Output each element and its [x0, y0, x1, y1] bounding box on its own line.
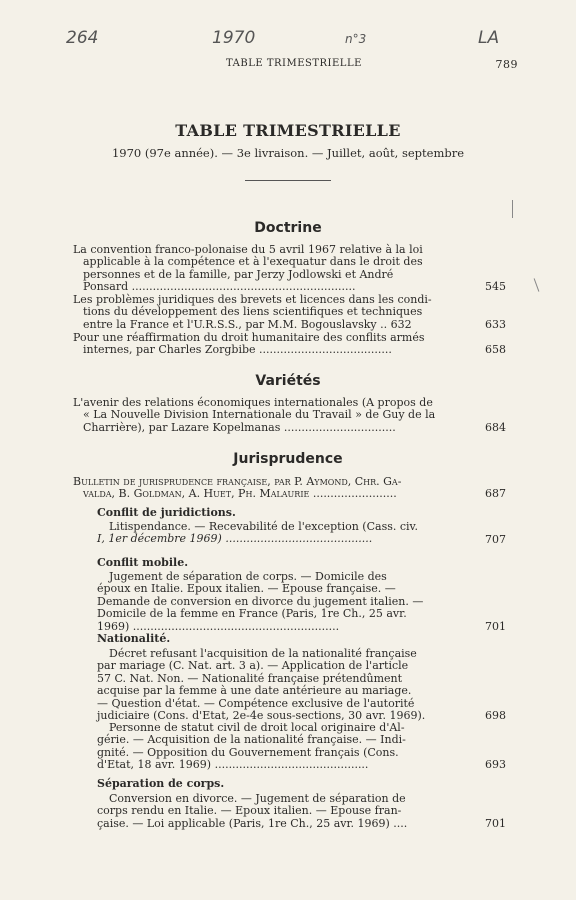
entry-line: tions du développement des liens scientifiques et techniques	[83, 305, 423, 319]
entry-line: Ponsard ................................................................	[83, 280, 356, 294]
subsection-heading: Conflit de juridictions.	[97, 506, 236, 519]
entry-line: — Question d'état. — Compétence exclusive de l'autorité	[97, 696, 415, 710]
running-head-title: TABLE TRIMESTRIELLE	[226, 58, 362, 69]
entry-line: personnes et de la famille, par Jerzy Jodlowski et André	[83, 267, 394, 281]
entry-line: Jugement de séparation de corps. — Domicile des	[109, 570, 387, 583]
entry-line: Demande de conversion en divorce du jugement italien. —	[97, 594, 424, 608]
section-heading-jurisprudence: Jurisprudence	[233, 451, 343, 467]
entry-line: çaise. — Loi applicable (Paris, 1re Ch., 25 avr. 1969) ....	[97, 816, 408, 830]
entry-line: Litispendance. — Recevabilité de l'exception (Cass. civ.	[109, 520, 418, 533]
entry-page: 687	[485, 487, 506, 500]
entry-line: Les problèmes juridiques des brevets et licences dans les condi-	[73, 293, 432, 306]
subsection-heading: Séparation de corps.	[97, 777, 225, 790]
entry-line: « La Nouvelle Division Internationale du Travail » de Guy de la	[83, 408, 436, 422]
entry-page: 684	[485, 421, 506, 434]
entry-line: Personne de statut civil de droit local originaire d'Al-	[109, 721, 405, 734]
entry-line: gnité. — Opposition du Gouvernement français (Cons.	[97, 745, 399, 759]
handwritten-folio: 264	[66, 28, 99, 48]
margin-mark	[512, 200, 513, 218]
entry-line: entre la France et l'U.R.S.S., par M.M. Bogouslavsky .. 632	[83, 317, 412, 331]
entry-line: Décret refusant l'acquisition de la nationalité française	[109, 647, 417, 660]
entry-line: Charrière), par Lazare Kopelmanas ................................	[83, 420, 396, 434]
running-head	[178, 58, 518, 71]
entry-page: 701	[485, 817, 506, 830]
entry-line: 57 C. Nat. Non. — Nationalité française prétendûment	[97, 671, 403, 685]
divider-rule	[245, 180, 331, 181]
entry-page: 693	[485, 758, 506, 771]
entry-line: corps rendu en Italie. — Epoux italien. — Epouse fran-	[97, 804, 402, 818]
subsection-heading: Conflit mobile.	[97, 556, 189, 569]
page-title: TABLE TRIMESTRIELLE	[175, 121, 401, 140]
entry-page: 633	[485, 318, 506, 331]
handwritten-number: n°3	[345, 32, 367, 46]
entry-line: Domicile de la femme en France (Paris, 1re Ch., 25 avr.	[97, 607, 407, 621]
entry-line: Bulletin de jurisprudence française, par P. Aymond, Chr. Ga-	[73, 475, 402, 488]
handwritten-year: 1970	[212, 28, 256, 48]
entry-page: 545	[485, 280, 506, 293]
margin-mark	[534, 278, 540, 291]
section-heading-varietes: Variétés	[255, 373, 321, 389]
issue-subtitle: 1970 (97e année). — 3e livraison. — Juillet, août, septembre	[111, 146, 465, 160]
entry-line: par mariage (C. Nat. art. 3 a). — Application de l'article	[97, 659, 409, 673]
subsection-heading: Nationalité.	[97, 632, 171, 645]
entry-line: applicable à la compétence et à l'exequatur dans le droit des	[83, 255, 423, 269]
entry-line: valda, B. Goldman, A. Huet, Ph. Malaurie ........................	[83, 487, 397, 501]
section-heading-doctrine: Doctrine	[254, 220, 322, 236]
entry-line: La convention franco-polonaise du 5 avril 1967 relative à la loi	[73, 243, 423, 256]
page-number: 789	[495, 58, 518, 71]
entry-line: acquise par la femme à une date antérieure au mariage.	[97, 684, 412, 698]
entry-line: L'avenir des relations économiques internationales (A propos de	[73, 396, 433, 409]
entry-line: I, 1er décembre 1969) ..........................................	[97, 532, 373, 546]
entry-line: Pour une réaffirmation du droit humanitaire des conflits armés	[73, 331, 425, 344]
entry-page: 698	[485, 709, 506, 722]
entry-line: judiciaire (Cons. d'Etat, 2e-4e sous-sections, 30 avr. 1969).	[97, 709, 426, 723]
entry-line: Conversion en divorce. — Jugement de séparation de	[109, 792, 406, 805]
entry-line: internes, par Charles Zorgbibe ......................................	[83, 343, 392, 357]
entry-line: gérie. — Acquisition de la nationalité française. — Indi-	[97, 733, 406, 747]
handwritten-mark: LA	[478, 28, 500, 48]
entry-page: 701	[485, 620, 506, 633]
entry-line: 1969) ...........................................................	[97, 619, 340, 633]
entry-line: époux en Italie. Epoux italien. — Epouse française. —	[97, 582, 396, 596]
entry-line: d'Etat, 18 avr. 1969) ............................................	[97, 758, 369, 772]
entry-page: 707	[485, 533, 506, 546]
entry-page: 658	[485, 343, 506, 356]
